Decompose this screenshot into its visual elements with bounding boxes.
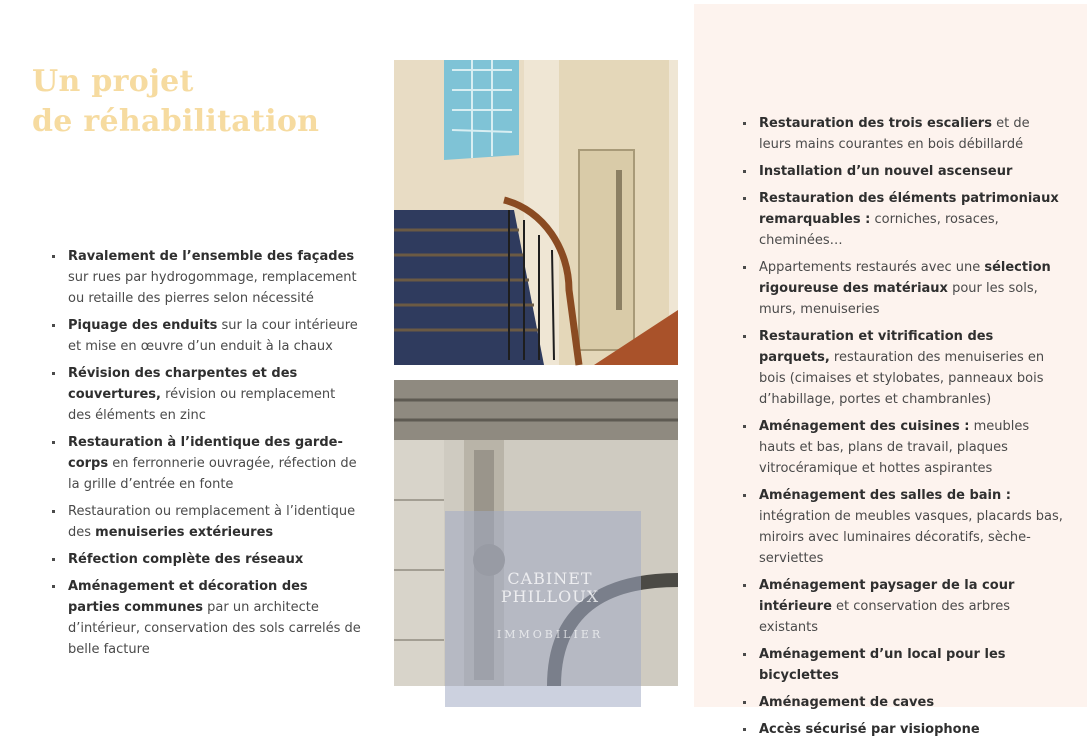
list-item: [743, 161, 1063, 182]
list-item: [743, 326, 1063, 410]
list-item-bold: Réfection complète des réseaux: [68, 552, 304, 567]
list-item: [52, 363, 362, 426]
list-item-text: en ferronnerie ouvragée, réfection de la grille d’entrée en fonte: [68, 456, 357, 492]
list-item-text: corniches, rosaces, cheminées…: [759, 212, 999, 248]
list-item-bold: Révision des charpentes et des couvertures,: [68, 366, 298, 402]
list-item: [52, 501, 362, 543]
list-item: [743, 113, 1063, 155]
list-item-text: pour les sols, murs, menuiseries: [759, 281, 1038, 317]
list-item-text: intégration de meubles vasques, placards bas, miroirs avec luminaires décoratifs, sèche-serviettes: [759, 509, 1063, 566]
sign-line-1: CABINET: [507, 569, 593, 588]
staircase-photo: [394, 60, 678, 365]
left-feature-list: [52, 246, 362, 666]
title-line-2: de réhabilitation: [32, 104, 320, 139]
list-item-bold: Aménagement et décoration des parties communes: [68, 579, 308, 615]
list-item: [52, 432, 362, 495]
list-item-bold: Piquage des enduits: [68, 318, 218, 333]
list-item-bold: Accès sécurisé par visiophone: [759, 722, 980, 737]
sign-line-2: PHILLOUX: [500, 587, 600, 606]
list-item-bold: menuiseries extérieures: [95, 525, 274, 540]
list-item: [743, 188, 1063, 251]
list-item-text: par un architecte d’intérieur, conservation des sols carrelés de belle facture: [68, 600, 361, 657]
list-item-text: et conservation des arbres existants: [759, 599, 1010, 635]
list-item-bold: Restauration des éléments patrimoniaux remarquables :: [759, 191, 1059, 227]
list-item: [743, 416, 1063, 479]
title-line-1: Un projet: [32, 64, 194, 99]
page-title: [32, 62, 319, 142]
list-item-bold: Aménagement des salles de bain :: [759, 488, 1011, 503]
staircase-illustration: [394, 60, 678, 365]
facade-sign-text: [470, 570, 630, 606]
list-item-text: sur la cour intérieure et mise en œuvre d’un enduit à la chaux: [68, 318, 358, 354]
list-item: [743, 644, 1063, 686]
list-item-bold: Installation d’un nouvel ascenseur: [759, 164, 1013, 179]
list-item-bold: Aménagement d’un local pour les bicyclettes: [759, 647, 1006, 683]
list-item: [52, 246, 362, 309]
list-item-bold: sélection rigoureuse des matériaux: [759, 260, 1051, 296]
list-item-bold: Aménagement de caves: [759, 695, 935, 710]
list-item: [52, 549, 362, 570]
list-item-bold: Aménagement des cuisines :: [759, 419, 970, 434]
list-item-text: Appartements restaurés avec une: [759, 260, 985, 275]
list-item: [743, 485, 1063, 569]
list-item-text: et de leurs mains courantes en bois débillardé: [759, 116, 1030, 152]
list-item: [743, 692, 1063, 713]
facade-sign-subtext: IMMOBILIER: [496, 628, 604, 641]
list-item-bold: Restauration et vitrification des parquets,: [759, 329, 994, 365]
list-item-text: meubles hauts et bas, plans de travail, plaques vitrocéramique et hottes aspirantes: [759, 419, 1030, 476]
list-item-text: restauration des menuiseries en bois (cimaises et stylobates, panneaux bois d’habillage, portes et chambranles): [759, 350, 1045, 407]
list-item-text: révision ou remplacement des éléments en zinc: [68, 387, 336, 423]
list-item-bold: Restauration à l’identique des garde-corps: [68, 435, 343, 471]
list-item-text: sur rues par hydrogommage, remplacement ou retaille des pierres selon nécessité: [68, 270, 357, 306]
list-item: [743, 719, 1063, 740]
photo-overlay-panel: [445, 511, 641, 707]
list-item: [743, 575, 1063, 638]
list-item-bold: Ravalement de l’ensemble des façades: [68, 249, 355, 264]
list-item-bold: Restauration des trois escaliers: [759, 116, 992, 131]
list-item-text: Restauration ou remplacement à l’identique des: [68, 504, 356, 540]
list-item-bold: Aménagement paysager de la cour intérieure: [759, 578, 1015, 614]
list-item: [52, 576, 362, 660]
right-feature-list: [743, 113, 1063, 746]
list-item: [52, 315, 362, 357]
list-item: [743, 257, 1063, 320]
